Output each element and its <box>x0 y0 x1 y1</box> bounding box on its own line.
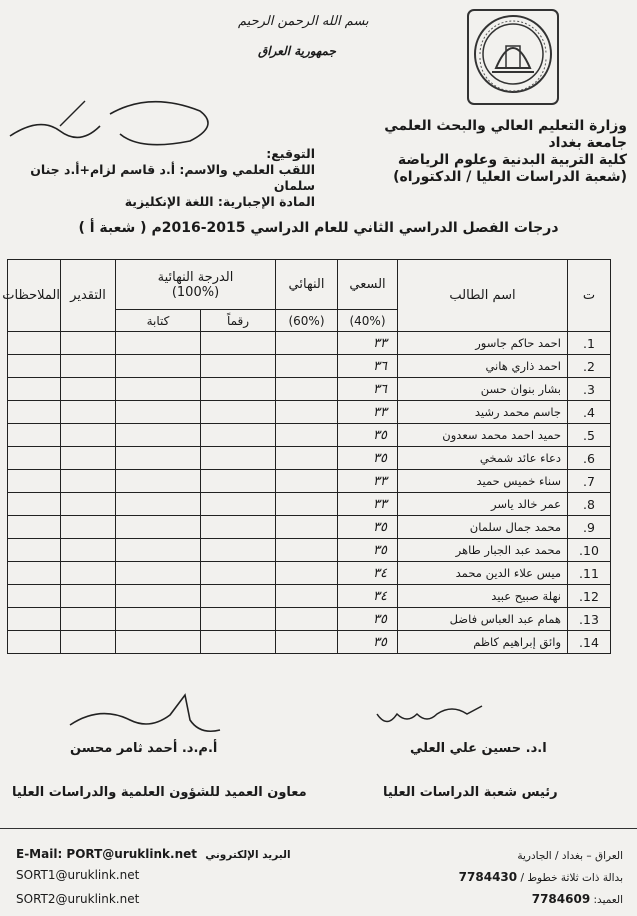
address-line: العراق – بغداد / الجادرية <box>517 850 623 862</box>
row-student-name: احمد ذاري هاني <box>398 355 568 378</box>
row-final-grade <box>276 332 338 355</box>
row-final-grade <box>276 424 338 447</box>
table-row <box>8 562 611 585</box>
row-total-words <box>116 493 201 516</box>
row-notes <box>8 401 61 424</box>
row-final-grade <box>276 493 338 516</box>
university-name: جامعة بغداد <box>548 135 627 151</box>
row-number: 4. <box>568 401 611 424</box>
header-effort-pct: (40%) <box>338 310 398 332</box>
row-total-words <box>116 424 201 447</box>
row-total-words <box>116 470 201 493</box>
row-total-words <box>116 562 201 585</box>
row-notes <box>8 585 61 608</box>
row-student-name: محمد عبد الجبار طاهر <box>398 539 568 562</box>
row-rating <box>61 332 116 355</box>
row-total-digits <box>201 631 276 654</box>
header-notes: الملاحظات <box>8 260 61 332</box>
dean-phone-number: 7784609 <box>531 892 591 906</box>
row-student-name: وائق إبراهيم كاظم <box>398 631 568 654</box>
row-total-digits <box>201 447 276 470</box>
row-notes <box>8 631 61 654</box>
row-final-grade <box>276 401 338 424</box>
table-row <box>8 608 611 631</box>
row-student-name: همام عبد العباس فاضل <box>398 608 568 631</box>
table-row <box>8 401 611 424</box>
row-student-name: ميس علاء الدين محمد <box>398 562 568 585</box>
instructor-name-line: اللقب العلمي والاسم: أ.د قاسم لزام+أ.د جنان سلمان <box>30 162 315 193</box>
row-notes <box>8 608 61 631</box>
row-notes <box>8 332 61 355</box>
row-number: 8. <box>568 493 611 516</box>
row-notes <box>8 424 61 447</box>
row-final-grade <box>276 631 338 654</box>
row-effort-grade: ٣٥ <box>338 447 398 470</box>
header-effort: السعي <box>338 260 398 310</box>
row-number: 3. <box>568 378 611 401</box>
row-number: 5. <box>568 424 611 447</box>
row-effort-grade: ٣٦ <box>338 378 398 401</box>
row-rating <box>61 470 116 493</box>
row-total-digits <box>201 424 276 447</box>
row-total-words <box>116 378 201 401</box>
table-row <box>8 585 611 608</box>
table-row <box>8 631 611 654</box>
row-student-name: حميد احمد محمد سعدون <box>398 424 568 447</box>
row-total-digits <box>201 539 276 562</box>
row-number: 6. <box>568 447 611 470</box>
row-rating <box>61 631 116 654</box>
row-final-grade <box>276 585 338 608</box>
switchboard-number: 7784430 <box>458 870 518 884</box>
row-number: 14. <box>568 631 611 654</box>
row-student-name: بشار بنوان حسن <box>398 378 568 401</box>
row-final-grade <box>276 355 338 378</box>
row-effort-grade: ٣٣ <box>338 470 398 493</box>
row-total-digits <box>201 608 276 631</box>
final-grade-label: الدرجة النهائية <box>157 269 234 285</box>
row-rating <box>61 424 116 447</box>
email-label: البريد الإلكتروني <box>205 849 291 861</box>
row-rating <box>61 539 116 562</box>
row-total-digits <box>201 562 276 585</box>
grades-table-body <box>8 332 611 654</box>
head-role: رئيس شعبة الدراسات العليا <box>383 785 558 800</box>
department-name: (شعبة الدراسات العليا / الدكتوراه) <box>393 169 627 185</box>
college-name: كلية التربية البدنية وعلوم الرياضة <box>397 152 627 168</box>
row-rating <box>61 516 116 539</box>
row-number: 13. <box>568 608 611 631</box>
row-final-grade <box>276 539 338 562</box>
row-rating <box>61 378 116 401</box>
signature-label: التوقيع: <box>266 146 315 161</box>
row-total-words <box>116 539 201 562</box>
row-total-words <box>116 631 201 654</box>
row-notes <box>8 516 61 539</box>
signature-block <box>5 146 315 210</box>
row-number: 2. <box>568 355 611 378</box>
footer-email <box>16 847 291 861</box>
header-final-grade <box>116 260 276 310</box>
row-rating <box>61 562 116 585</box>
table-row <box>8 332 611 355</box>
row-number: 11. <box>568 562 611 585</box>
row-final-grade <box>276 516 338 539</box>
row-effort-grade: ٣٥ <box>338 516 398 539</box>
row-notes <box>8 562 61 585</box>
dean-phone-label: العميد: <box>593 894 623 906</box>
page-title: درجات الفصل الدراسي الثاني للعام الدراسي 2015-2016م ( شعبة أ ) <box>78 220 559 236</box>
row-student-name: دعاء عائد شمخي <box>398 447 568 470</box>
row-total-digits <box>201 470 276 493</box>
republic-heading: جمهورية العراق <box>258 44 336 58</box>
row-effort-grade: ٣٥ <box>338 424 398 447</box>
row-final-grade <box>276 378 338 401</box>
row-total-digits <box>201 401 276 424</box>
header-digits: رقماً <box>201 310 276 332</box>
row-rating <box>61 355 116 378</box>
bismillah-heading: بسم الله الرحمن الرحيم <box>238 14 369 29</box>
row-rating <box>61 585 116 608</box>
row-effort-grade: ٣٦ <box>338 355 398 378</box>
row-rating <box>61 493 116 516</box>
header-words: كتابة <box>116 310 201 332</box>
header-student-name: اسم الطالب <box>398 260 568 332</box>
row-notes <box>8 539 61 562</box>
row-total-words <box>116 516 201 539</box>
row-final-grade <box>276 447 338 470</box>
row-student-name: احمد حاكم جاسور <box>398 332 568 355</box>
assistant-dean-signature-icon <box>60 690 230 740</box>
grades-table <box>2 259 611 654</box>
table-row <box>8 378 611 401</box>
row-notes <box>8 470 61 493</box>
row-notes <box>8 447 61 470</box>
row-effort-grade: ٣٤ <box>338 585 398 608</box>
header-final: النهائي <box>276 260 338 310</box>
row-number: 9. <box>568 516 611 539</box>
header-rating: التقدير <box>61 260 116 332</box>
row-student-name: نهلة صبيح عبيد <box>398 585 568 608</box>
footer-address-block <box>423 846 623 911</box>
switchboard-line <box>423 867 623 889</box>
row-effort-grade: ٣٣ <box>338 401 398 424</box>
row-total-digits <box>201 516 276 539</box>
row-effort-grade: ٣٤ <box>338 562 398 585</box>
row-student-name: عمر خالد ياسر <box>398 493 568 516</box>
institution-block <box>377 118 627 186</box>
row-final-grade <box>276 470 338 493</box>
row-number: 10. <box>568 539 611 562</box>
footer-divider <box>0 828 637 829</box>
row-notes <box>8 493 61 516</box>
university-seal-icon <box>466 8 560 106</box>
ministry-name: وزارة التعليم العالي والبحث العلمي <box>384 118 627 134</box>
row-rating <box>61 608 116 631</box>
footer-sort1-email: SORT1@uruklink.net <box>16 868 140 882</box>
row-number: 7. <box>568 470 611 493</box>
subject-line: المادة الإجبارية: اللغة الإنكليزية <box>124 194 315 209</box>
row-number: 12. <box>568 585 611 608</box>
row-rating <box>61 401 116 424</box>
header-number: ت <box>568 260 611 332</box>
footer-sort2-email: SORT2@uruklink.net <box>16 892 140 906</box>
head-signature-icon <box>372 694 492 734</box>
row-notes <box>8 378 61 401</box>
row-total-words <box>116 608 201 631</box>
row-number: 1. <box>568 332 611 355</box>
row-effort-grade: ٣٣ <box>338 493 398 516</box>
row-effort-grade: ٣٥ <box>338 608 398 631</box>
dean-phone-line <box>423 889 623 911</box>
row-notes <box>8 355 61 378</box>
row-total-digits <box>201 332 276 355</box>
table-row <box>8 355 611 378</box>
table-row <box>8 424 611 447</box>
row-total-words <box>116 332 201 355</box>
row-final-grade <box>276 562 338 585</box>
switchboard-label: بدالة ذات ثلاثة خطوط / <box>520 872 623 884</box>
row-effort-grade: ٣٥ <box>338 539 398 562</box>
table-row <box>8 470 611 493</box>
assistant-dean-name: أ.م.د. أحمد ثامر محسن <box>70 741 218 756</box>
row-student-name: سناء خميس حميد <box>398 470 568 493</box>
row-rating <box>61 447 116 470</box>
row-total-digits <box>201 378 276 401</box>
email-address: E-Mail: PORT@uruklink.net <box>16 847 198 861</box>
row-effort-grade: ٣٥ <box>338 631 398 654</box>
row-total-words <box>116 355 201 378</box>
row-student-name: محمد جمال سلمان <box>398 516 568 539</box>
row-total-words <box>116 401 201 424</box>
table-row <box>8 493 611 516</box>
row-student-name: جاسم محمد رشيد <box>398 401 568 424</box>
head-name: ا.د. حسين علي العلي <box>410 741 547 756</box>
assistant-dean-role: معاون العميد للشؤون العلمية والدراسات العليا <box>12 785 307 800</box>
table-row <box>8 539 611 562</box>
row-total-words <box>116 585 201 608</box>
header-final-pct: (60%) <box>276 310 338 332</box>
row-final-grade <box>276 608 338 631</box>
row-total-digits <box>201 355 276 378</box>
final-grade-pct: (100%) <box>171 284 220 300</box>
row-total-digits <box>201 585 276 608</box>
table-row <box>8 516 611 539</box>
row-effort-grade: ٣٣ <box>338 332 398 355</box>
row-total-digits <box>201 493 276 516</box>
table-row <box>8 447 611 470</box>
row-total-words <box>116 447 201 470</box>
